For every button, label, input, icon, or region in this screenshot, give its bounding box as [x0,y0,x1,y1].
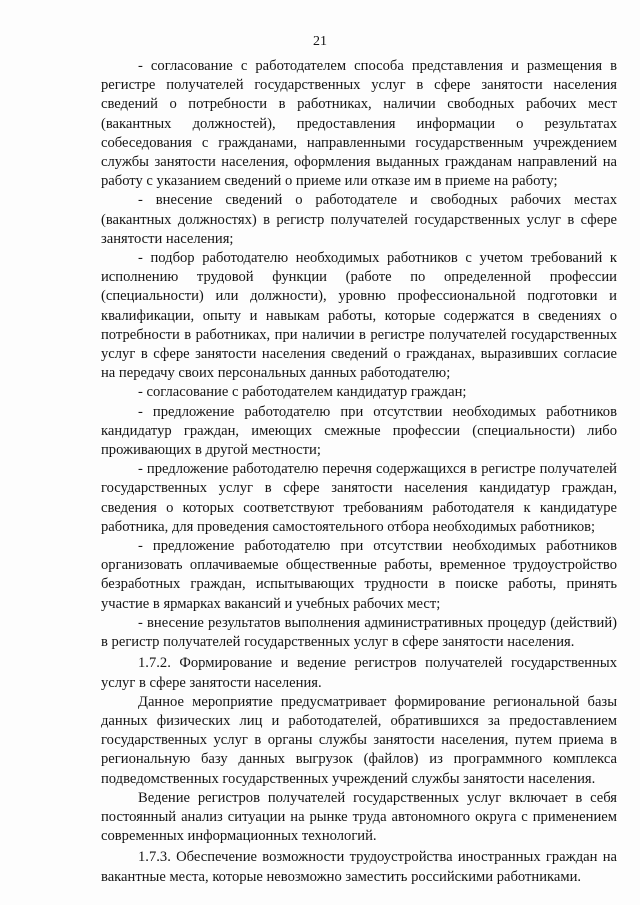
paragraph-related-professions: - предложение работодателю при отсутствии необходимых работников кандидатур граждан, имеющих смежные профессии (специальности) либо проживающих в другой местности; [101,403,617,459]
paragraph-candidate-list: - предложение работодателю перечня содержащихся в регистре получателей государственных услуг в сфере занятости населения кандидатур граждан, сведения о которых соответствуют требованиям работодателя к кандидатуре работника, для проведения самостоятельного отбора необходимых работников; [101,461,617,535]
paragraph-coordination-with-employer: - согласование с работодателем способа представления и размещения в регистре получателей государственных услуг в сфере занятости населения сведений о потребности в работниках, наличии свободных рабочих мест (вакантных должностей), предоставления информации о результатах собеседования с гражданами, направленными государственным учреждением службы занятости населения, оформления выданных гражданам направлений на работу с указанием сведений о приеме или отказе им в приеме на работу; [101,58,617,190]
paragraph-registry-maintenance: Ведение регистров получателей государственных услуг включает в себя постоянный анализ ситуации на рынке труда автономного округа с применением современных информационных технологий. [101,789,617,845]
document-body [101,57,617,887]
paragraph-vacancy-entry: - внесение сведений о работодателе и свободных рабочих местах (вакантных должностях) в регистр получателей государственных услуг в сфере занятости населения; [101,192,617,247]
paragraph-public-works: - предложение работодателю при отсутствии необходимых работников организовать оплачиваемые общественные работы, временное трудоустройство безработных граждан, испытывающих трудности в поиске работы, принять участие в ярмарках вакансий и учебных рабочих мест; [101,538,617,612]
paragraph-candidate-approval: - согласование с работодателем кандидатур граждан; [138,384,467,401]
paragraph-results-entry: - внесение результатов выполнения административных процедур (действий) в регистр получателей государственных услуг в сфере занятости населения. [101,614,617,651]
section-heading-1-7-3: 1.7.3. Обеспечение возможности трудоустройства иностранных граждан на вакантные места, которые невозможно заместить российскими работниками. [101,849,617,885]
page-number: 21 [313,34,327,49]
paragraph-worker-selection: - подбор работодателю необходимых работников с учетом требований к исполнению трудовой функции (работе по определенной профессии (специальности) или должности), уровню профессиональной подготовки и квалификации, опыту и навыкам работы, которые содержатся в сведениях о потребности в работниках, при наличии в регистре получателей государственных услуг в сфере занятости населения сведений о гражданах, выразивших согласие на передачу своих персональных данных работодателю; [101,250,617,382]
paragraph-regional-database: Данное мероприятие предусматривает формирование региональной базы данных физических лиц и работодателей, обратившихся за предоставлением государственных услуг в органы службы занятости населения, путем приема в региональную базу данных выгрузок (файлов) из программного комплекса подведомственных государственных учреждений службы занятости населения. [101,693,617,787]
section-heading-1-7-2: 1.7.2. Формирование и ведение регистров получателей государственных услуг в сфере занятости населения. [101,655,617,691]
